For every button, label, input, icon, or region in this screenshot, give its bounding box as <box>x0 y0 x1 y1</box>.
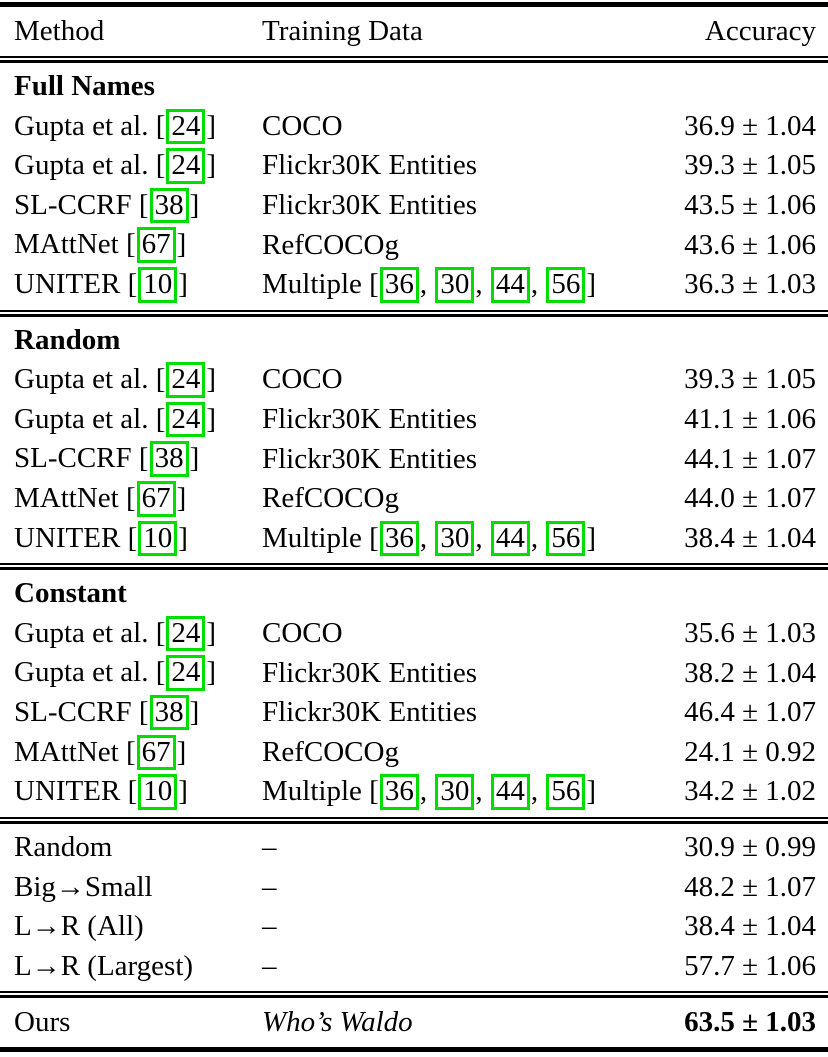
citation-open-bracket: [ <box>120 267 138 300</box>
method-cell <box>14 950 262 983</box>
citation-link[interactable]: 30 <box>435 521 474 557</box>
table-row <box>0 907 828 947</box>
table-row <box>0 946 828 986</box>
training-data-label: – <box>262 830 277 863</box>
training-data-cell <box>262 774 636 810</box>
method-label: SL-CCRF <box>14 442 132 475</box>
training-data-label: Flickr30K Entities <box>262 442 478 475</box>
method-label: UNITER <box>14 267 121 300</box>
method-label: Gupta et al. <box>14 149 149 182</box>
accuracy-value: 35.6 ± 1.03 <box>684 617 816 650</box>
citation-separator: , <box>419 521 435 554</box>
header-method: Method <box>14 15 105 47</box>
citation-separator: , <box>475 775 490 808</box>
citation-link[interactable]: 24 <box>166 616 205 652</box>
citation-open-bracket: [ <box>148 149 166 182</box>
table-row <box>0 519 828 559</box>
citation-link[interactable]: 24 <box>166 655 205 691</box>
training-data-label: Multiple <box>262 267 362 300</box>
method-label: UNITER <box>14 775 121 808</box>
method-cell <box>14 655 262 691</box>
citation-open-bracket: [ <box>148 402 166 435</box>
method-label: Gupta et al. <box>14 402 149 435</box>
method-label: L→R (Largest) <box>14 949 194 982</box>
citation-separator: , <box>530 267 546 300</box>
table-row <box>0 479 828 519</box>
citation-close-bracket: ] <box>206 616 217 649</box>
method-cell <box>14 227 262 263</box>
method-cell <box>14 910 262 943</box>
citation-link[interactable]: 30 <box>435 774 474 810</box>
citation-open-bracket: [ <box>131 695 149 728</box>
citation-separator: , <box>419 775 435 808</box>
section-title: Random <box>14 323 121 356</box>
citation-close-bracket: ] <box>586 775 596 808</box>
table-row <box>0 107 828 147</box>
table-section <box>0 63 828 310</box>
table-row <box>0 265 828 305</box>
accuracy-value: 36.9 ± 1.04 <box>684 109 816 142</box>
training-data-label: COCO <box>262 617 343 650</box>
training-data-cell <box>262 617 636 650</box>
section-title-row <box>0 67 828 107</box>
accuracy-value: 41.1 ± 1.06 <box>684 403 816 436</box>
accuracy-value: 38.2 ± 1.04 <box>684 656 816 689</box>
citation-open-bracket: [ <box>361 775 379 808</box>
citation-close-bracket: ] <box>176 735 187 768</box>
citation-link[interactable]: 38 <box>150 695 189 731</box>
training-data-cell <box>262 831 636 864</box>
table-row <box>0 733 828 773</box>
training-data-label: – <box>262 949 277 982</box>
method-cell <box>14 774 262 810</box>
citation-link[interactable]: 44 <box>491 267 530 303</box>
citation-link[interactable]: 24 <box>166 148 205 184</box>
method-cell <box>14 695 262 731</box>
method-label: UNITER <box>14 521 121 554</box>
citation-link[interactable]: 30 <box>435 267 474 303</box>
table-section <box>0 998 828 1047</box>
table-section <box>0 570 828 817</box>
method-cell <box>14 441 262 477</box>
training-data-cell <box>262 950 636 983</box>
citation-open-bracket: [ <box>361 521 379 554</box>
training-data-label: RefCOCOg <box>262 228 399 261</box>
table-row <box>0 400 828 440</box>
citation-close-bracket: ] <box>206 402 217 435</box>
training-data-cell <box>262 521 636 557</box>
section-divider-rule <box>0 991 828 998</box>
citation-link[interactable]: 56 <box>546 521 585 557</box>
table-row <box>0 772 828 812</box>
citation-close-bracket: ] <box>586 521 596 554</box>
citation-close-bracket: ] <box>189 442 200 475</box>
training-data-label: – <box>262 870 277 903</box>
citation-open-bracket: [ <box>131 442 149 475</box>
table-row <box>0 439 828 479</box>
method-label: Gupta et al. <box>14 616 149 649</box>
method-cell <box>14 481 262 517</box>
method-cell <box>14 831 262 864</box>
table-row <box>0 693 828 733</box>
table-body <box>0 63 828 1047</box>
section-divider-rule <box>0 310 828 317</box>
citation-separator: , <box>419 267 435 300</box>
method-label: SL-CCRF <box>14 188 132 221</box>
training-data-cell <box>262 1006 636 1039</box>
citation-open-bracket: [ <box>118 481 136 514</box>
citation-close-bracket: ] <box>206 363 217 396</box>
training-data-label: RefCOCOg <box>262 482 399 515</box>
method-cell <box>14 1006 262 1039</box>
method-label: MAttNet <box>14 481 119 514</box>
training-data-cell <box>262 696 636 729</box>
citation-close-bracket: ] <box>178 775 188 808</box>
table-row <box>0 653 828 693</box>
citation-close-bracket: ] <box>178 267 188 300</box>
accuracy-value: 34.2 ± 1.02 <box>684 775 816 808</box>
training-data-label: Multiple <box>262 775 362 808</box>
citation-link[interactable]: 24 <box>166 362 205 398</box>
method-label: MAttNet <box>14 228 119 261</box>
accuracy-value: 43.5 ± 1.06 <box>684 189 816 222</box>
citation-link[interactable]: 44 <box>491 774 530 810</box>
method-cell <box>14 267 262 303</box>
training-data-cell <box>262 229 636 262</box>
table-row <box>0 146 828 186</box>
citation-link[interactable]: 36 <box>380 521 419 557</box>
citation-close-bracket: ] <box>189 188 200 221</box>
accuracy-value: 44.1 ± 1.07 <box>684 442 816 475</box>
accuracy-value: 46.4 ± 1.07 <box>684 696 816 729</box>
citation-close-bracket: ] <box>189 695 200 728</box>
training-data-label: Flickr30K Entities <box>262 696 478 729</box>
training-data-cell <box>262 910 636 943</box>
citation-link[interactable]: 56 <box>546 774 585 810</box>
method-cell <box>14 871 262 904</box>
training-data-label: Flickr30K Entities <box>262 403 478 436</box>
citation-separator: , <box>475 521 490 554</box>
citation-link[interactable]: 56 <box>546 267 585 303</box>
citation-open-bracket: [ <box>118 735 136 768</box>
table-row <box>0 828 828 868</box>
section-divider-rule <box>0 817 828 824</box>
training-data-label: – <box>262 910 277 943</box>
method-cell <box>14 735 262 771</box>
citation-close-bracket: ] <box>176 481 187 514</box>
method-cell <box>14 109 262 145</box>
accuracy-value: 38.4 ± 1.04 <box>684 521 816 554</box>
citation-open-bracket: [ <box>148 109 166 142</box>
accuracy-value: 44.0 ± 1.07 <box>684 482 816 515</box>
section-title: Full Names <box>14 70 155 103</box>
citation-open-bracket: [ <box>131 188 149 221</box>
citation-close-bracket: ] <box>176 228 187 261</box>
training-data-label: Flickr30K Entities <box>262 656 478 689</box>
method-label: Gupta et al. <box>14 363 149 396</box>
method-cell <box>14 402 262 438</box>
citation-link[interactable]: 36 <box>380 774 419 810</box>
citation-link[interactable]: 44 <box>491 521 530 557</box>
training-data-cell <box>262 736 636 769</box>
accuracy-value: 48.2 ± 1.07 <box>684 870 816 903</box>
citation-close-bracket: ] <box>586 267 596 300</box>
accuracy-value: 30.9 ± 0.99 <box>684 830 816 863</box>
training-data-cell <box>262 657 636 690</box>
training-data-cell <box>262 110 636 143</box>
citation-open-bracket: [ <box>120 521 138 554</box>
citation-link[interactable]: 10 <box>138 774 177 810</box>
citation-link[interactable]: 10 <box>138 267 177 303</box>
method-label: SL-CCRF <box>14 695 132 728</box>
citation-link[interactable]: 24 <box>166 109 205 145</box>
table-row <box>0 867 828 907</box>
citation-separator: , <box>530 521 546 554</box>
citation-link[interactable]: 67 <box>137 481 176 517</box>
citation-open-bracket: [ <box>120 775 138 808</box>
citation-separator: , <box>475 267 490 300</box>
section-title-row <box>0 574 828 614</box>
accuracy-value: 38.4 ± 1.04 <box>684 910 816 943</box>
table-section <box>0 317 828 564</box>
header-accuracy: Accuracy <box>704 15 816 47</box>
training-data-cell <box>262 149 636 182</box>
training-data-label: COCO <box>262 363 343 396</box>
header-divider-rule <box>0 56 828 63</box>
table-row <box>0 360 828 400</box>
method-label: Gupta et al. <box>14 656 149 689</box>
section-title: Constant <box>14 577 127 610</box>
table-row <box>0 225 828 265</box>
training-data-cell <box>262 363 636 396</box>
method-label: Big→Small <box>14 870 153 903</box>
citation-link[interactable]: 36 <box>380 267 419 303</box>
citation-open-bracket: [ <box>148 616 166 649</box>
training-data-label: RefCOCOg <box>262 735 399 768</box>
method-label: Random <box>14 830 113 863</box>
method-label: MAttNet <box>14 735 119 768</box>
citation-link[interactable]: 10 <box>138 521 177 557</box>
table-row <box>0 1001 828 1043</box>
table-bottom-rule <box>0 1047 828 1052</box>
citation-open-bracket: [ <box>148 656 166 689</box>
accuracy-value: 63.5 ± 1.03 <box>684 1005 816 1038</box>
accuracy-value: 43.6 ± 1.06 <box>684 228 816 261</box>
citation-close-bracket: ] <box>206 149 217 182</box>
method-label: Gupta et al. <box>14 109 149 142</box>
training-data-cell <box>262 871 636 904</box>
section-title-row <box>0 321 828 361</box>
table-row <box>0 614 828 654</box>
citation-link[interactable]: 38 <box>150 188 189 224</box>
header-training-data: Training Data <box>262 15 423 47</box>
training-data-label: Flickr30K Entities <box>262 189 478 222</box>
citation-link[interactable]: 24 <box>166 402 205 438</box>
training-data-cell <box>262 189 636 222</box>
citation-open-bracket: [ <box>361 267 379 300</box>
table-section <box>0 824 828 991</box>
citation-open-bracket: [ <box>118 228 136 261</box>
section-divider-rule <box>0 563 828 570</box>
citation-separator: , <box>530 775 546 808</box>
training-data-cell <box>262 443 636 476</box>
accuracy-value: 24.1 ± 0.92 <box>684 735 816 768</box>
citation-link[interactable]: 38 <box>150 441 189 477</box>
table-row <box>0 186 828 226</box>
citation-link[interactable]: 67 <box>137 735 176 771</box>
accuracy-value: 39.3 ± 1.05 <box>684 149 816 182</box>
citation-close-bracket: ] <box>206 109 217 142</box>
accuracy-value: 57.7 ± 1.06 <box>684 949 816 982</box>
training-data-label: COCO <box>262 109 343 142</box>
training-data-cell <box>262 267 636 303</box>
method-label: Ours <box>14 1005 71 1038</box>
accuracy-value: 39.3 ± 1.05 <box>684 363 816 396</box>
accuracy-value: 36.3 ± 1.03 <box>684 268 816 301</box>
citation-link[interactable]: 67 <box>137 227 176 263</box>
training-data-cell <box>262 403 636 436</box>
citation-close-bracket: ] <box>206 656 217 689</box>
method-label: L→R (All) <box>14 910 144 943</box>
training-data-label: Flickr30K Entities <box>262 149 478 182</box>
citation-close-bracket: ] <box>178 521 188 554</box>
method-cell <box>14 521 262 557</box>
table-header-row <box>0 7 828 56</box>
method-cell <box>14 188 262 224</box>
training-data-label: Who’s Waldo <box>262 1005 413 1038</box>
citation-open-bracket: [ <box>148 363 166 396</box>
method-cell <box>14 362 262 398</box>
training-data-label: Multiple <box>262 521 362 554</box>
training-data-cell <box>262 482 636 515</box>
method-cell <box>14 616 262 652</box>
method-cell <box>14 148 262 184</box>
